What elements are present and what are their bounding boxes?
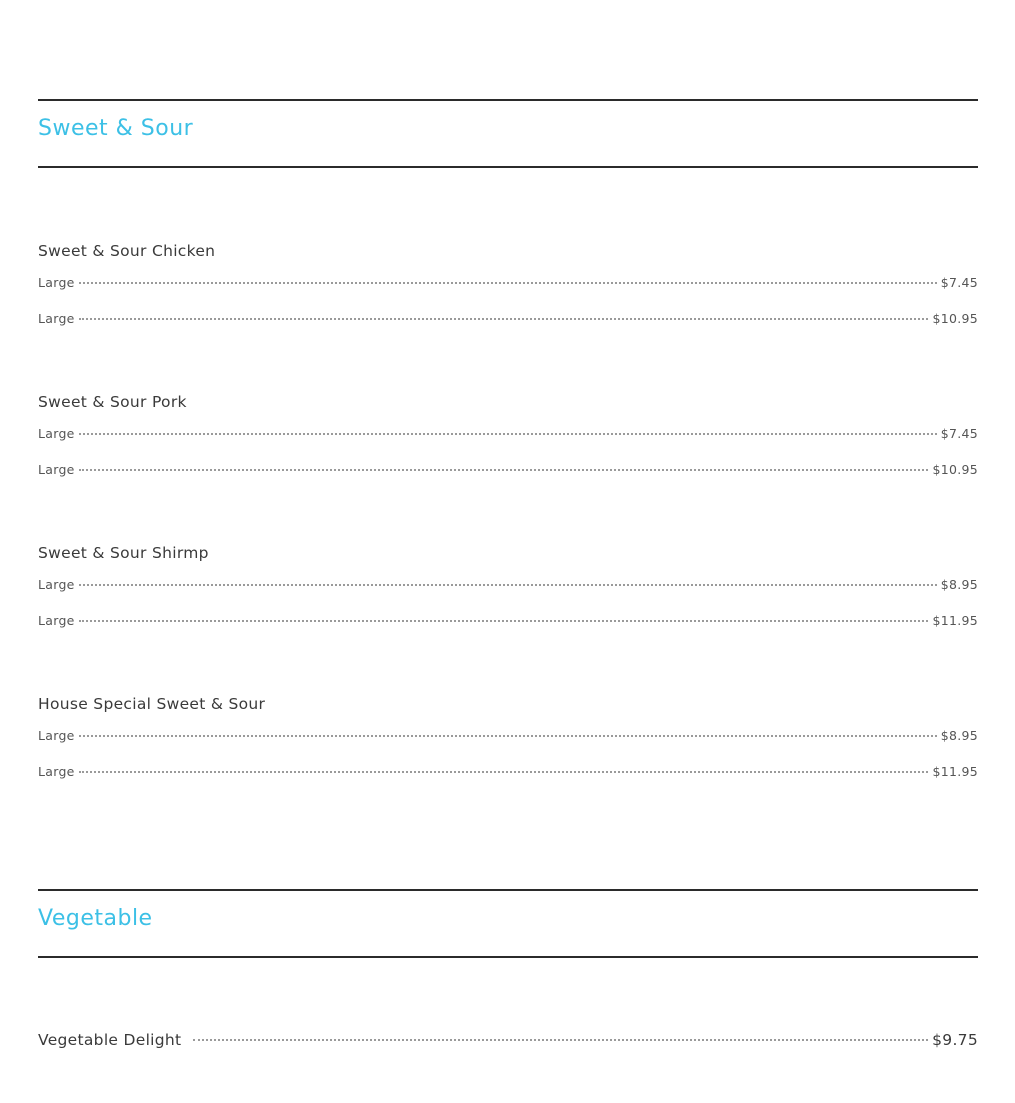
dish-name: House Special Sweet & Sour bbox=[38, 695, 266, 713]
section-title: Sweet & Sour bbox=[38, 116, 194, 141]
price: $11.95 bbox=[932, 613, 978, 628]
dotted-leader bbox=[79, 620, 929, 622]
price-row bbox=[38, 311, 978, 347]
price-row bbox=[38, 728, 978, 764]
size-label: Large bbox=[38, 764, 75, 779]
price: $10.95 bbox=[932, 311, 978, 326]
dotted-leader bbox=[79, 433, 937, 435]
dotted-leader bbox=[79, 282, 937, 284]
size-label: Large bbox=[38, 462, 75, 477]
price: $11.95 bbox=[932, 764, 978, 779]
price: $10.95 bbox=[932, 462, 978, 477]
dotted-leader bbox=[193, 1039, 928, 1041]
size-label: Large bbox=[38, 426, 75, 441]
size-label: Large bbox=[38, 613, 75, 628]
dish-name: Vegetable Delight bbox=[38, 1031, 182, 1049]
menu-item-sweet-sour-pork bbox=[38, 390, 978, 498]
size-label: Large bbox=[38, 577, 75, 592]
price: $9.75 bbox=[932, 1031, 978, 1049]
dish-name: Sweet & Sour Shirmp bbox=[38, 544, 209, 562]
dish-name: Sweet & Sour Pork bbox=[38, 393, 187, 411]
price-row bbox=[38, 462, 978, 498]
menu-item-sweet-sour-chicken bbox=[38, 239, 978, 347]
price: $8.95 bbox=[940, 728, 978, 743]
dotted-leader bbox=[79, 318, 929, 320]
section-header-vegetable bbox=[38, 889, 978, 958]
price: $8.95 bbox=[940, 577, 978, 592]
dotted-leader bbox=[79, 584, 937, 586]
dotted-leader bbox=[79, 771, 929, 773]
menu-item-house-special-sweet-sour bbox=[38, 692, 978, 800]
dish-name: Sweet & Sour Chicken bbox=[38, 242, 216, 260]
price-row bbox=[38, 764, 978, 800]
size-label: Large bbox=[38, 311, 75, 326]
menu-item-sweet-sour-shrimp bbox=[38, 541, 978, 649]
price: $7.45 bbox=[940, 426, 978, 441]
price-row bbox=[38, 577, 978, 613]
dotted-leader bbox=[79, 735, 937, 737]
size-label: Large bbox=[38, 275, 75, 290]
section-title: Vegetable bbox=[38, 906, 153, 931]
price-row bbox=[38, 426, 978, 462]
size-label: Large bbox=[38, 728, 75, 743]
dotted-leader bbox=[79, 469, 929, 471]
price: $7.45 bbox=[940, 275, 978, 290]
menu-item-vegetable-delight bbox=[38, 1031, 978, 1049]
price-row bbox=[38, 275, 978, 311]
price-row bbox=[38, 613, 978, 649]
section-header-sweet-sour bbox=[38, 99, 978, 168]
